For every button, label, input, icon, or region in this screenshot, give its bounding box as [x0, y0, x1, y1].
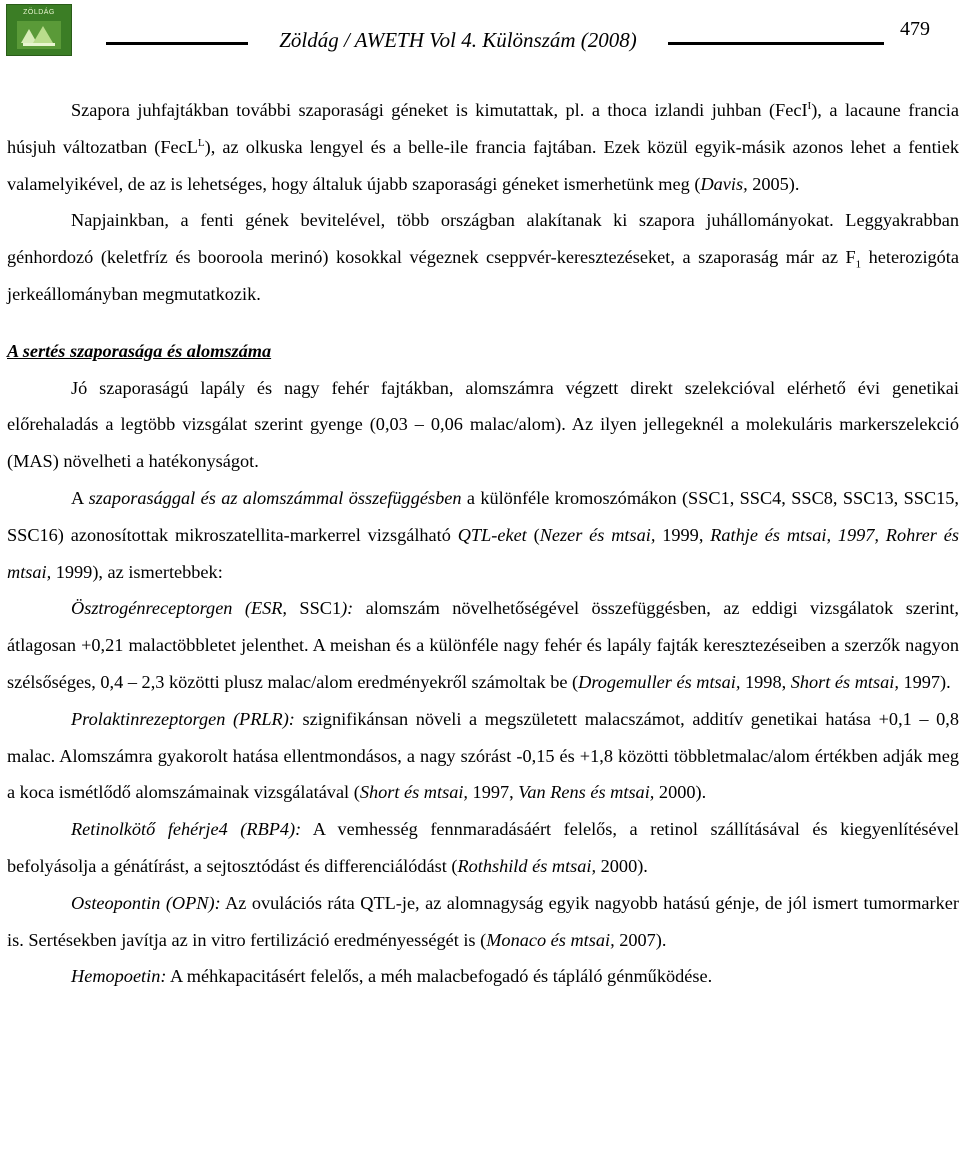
paragraph: Osteopontin (OPN): Az ovulációs ráta QTL-je, az alomnagyság egyik nagyobb hatású génje, de jól ismert tumormarker is. Sertésekben javítja az in vitro fertilizáció eredményességét is (Monaco és mtsai, 2007). [7, 892, 959, 950]
logo-emblem-icon [17, 21, 61, 49]
page-header [0, 0, 960, 64]
paragraph: Ösztrogénreceptorgen (ESR, SSC1): alomszám növelhetőségével összefüggésben, az eddigi vizsgálatok szerint, átlagosan +0,21 malactöbbletet jelenthet. A meishan és a különféle nagy fehér és lapály fajták keresztezéseiben a szerzők nagyon szélsőséges, 0,4 – 2,3 közötti plusz malac/alom eredményekről számoltak be (Drogemuller és mtsai, 1998, Short és mtsai, 1997). [7, 598, 959, 692]
section-heading: A sertés szaporasága és alomszáma [7, 340, 272, 361]
paragraph: Prolaktinrezeptorgen (PRLR): szignifikánsan növeli a megszületett malacszámot, additív genetikai hatása +0,1 – 0,8 malac. Alomszámra gyakorolt hatása ellentmondásos, a nagy szórást -0,15 és +1,8 közötti többletmalac/alom értékben adják meg a koca ismétlődő alomszámainak vizsgálatával (Short és mtsai, 1997, Van Rens és mtsai, 2000). [7, 708, 959, 803]
spacer [7, 313, 959, 333]
article-body [7, 92, 959, 995]
paragraph: A szaporasággal és az alomszámmal összefüggésben a különféle kromoszómákon (SSC1, SSC4, SSC8, SSC13, SSC15, SSC16) azonosítottak mikroszatellita-markerrel vizsgálható QTL-eket (Nezer és mtsai, 1999, Rathje és mtsai, 1997, Rohrer és mtsai, 1999), az ismertebbek: [7, 487, 959, 582]
page-number: 479 [900, 18, 930, 40]
paragraph: Napjainkban, a fenti gének bevitelével, több országban alakítanak ki szapora juhállományokat. Leggyakrabban génhordozó (keletfríz és booroola merinó) kosokkal végeznek cseppvér-keresztezéseket, a szaporaság már az $F_1$ heterozigóta jerkeállományban megmutatkozik. [7, 210, 959, 304]
logo-text: ZÖLDÁG [23, 9, 55, 16]
header-rule-left [106, 42, 248, 45]
journal-title: Zöldág / AWETH Vol 4. Különszám (2008) [279, 28, 637, 52]
paragraph: Hemopoetin: A méhkapacitásért felelős, a méh malacbefogadó és tápláló génműködése. [71, 966, 713, 987]
paragraph: Szapora juhfajtákban további szaporasági géneket is kimutattak, pl. a thoca izlandi juhban (FecI$^I$), a lacaune francia húsjuh változatban (FecL$^L$), az olkuska lengyel és a belle-ile francia fajtában. Ezek közül egyik-másik azonos lehet a fentiek valamelyikével, de az is lehetséges, hogy általuk újabb szaporasági géneket ismerhetünk meg (Davis, 2005). [7, 99, 959, 194]
paragraph: Jó szaporaságú lapály és nagy fehér fajtákban, alomszámra végzett direkt szelekcióval elérhető évi genetikai előrehaladás a legtöbb vizsgálat szerint gyenge (0,03 – 0,06 malac/alom). Az ilyen jellegeknél a molekuláris markerszelekció (MAS) növelheti a hatékonyságot. [7, 377, 959, 472]
paragraph: Retinolkötő fehérje4 (RBP4): A vemhesség fennmaradásáért felelős, a retinol szállításával és kiegyenlítésével befolyásolja a génátírást, a sejtosztódást és differenciálódást (Rothshild és mtsai, 2000). [7, 819, 959, 876]
header-rule-right [668, 42, 884, 45]
journal-logo [6, 4, 72, 56]
